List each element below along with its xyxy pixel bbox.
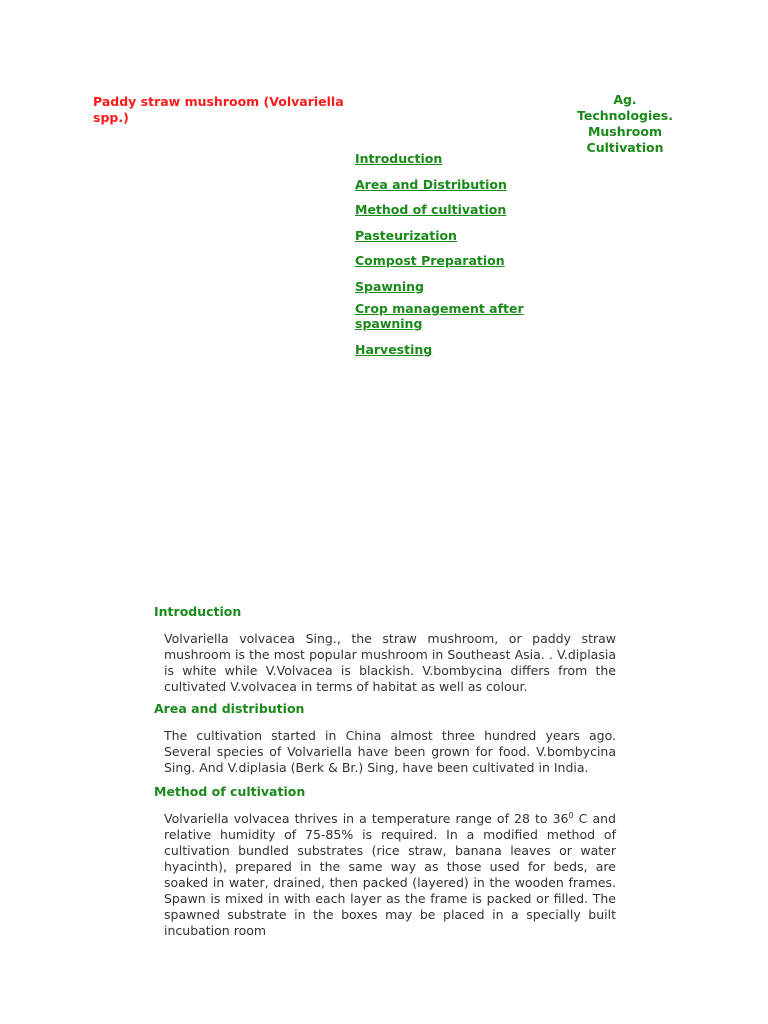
toc-item	[355, 199, 535, 218]
table-of-contents	[355, 148, 535, 364]
toc-item	[355, 225, 535, 244]
header-category	[565, 92, 685, 156]
section-heading: Area and distribution	[154, 701, 305, 716]
paragraph-text: C and relative humidity of 75-85% is required. In a modified method of cultivation bundled substrates (rice straw, banana leaves or water hyacinth), prepared in the same way as those used for beds, are soaked in water, drained, then packed (layered) in the wooden frames. Spawn is mixed in with each layer as the frame is packed or filled. The spawned substrate in the boxes may be placed in a specially built incubation room	[164, 811, 616, 938]
toc-item	[355, 301, 535, 332]
section-paragraph: The cultivation started in China almost three hundred years ago. Several species of Volvariella have been grown for food. V.bombycina Sing. And V.diplasia (Berk & Br.) Sing, have been cultivated in India.	[164, 728, 616, 775]
paragraph-text: Volvariella volvacea thrives in a temperature range of 28 to 36	[164, 811, 569, 826]
section-area-and-distribution	[154, 701, 616, 776]
toc-item	[355, 276, 535, 295]
section-paragraph: Volvariella volvacea Sing., the straw mushroom, or paddy straw mushroom is the most popular mushroom in Southeast Asia. . V.diplasia is white while V.Volvacea is blackish. V.bombycina differs from the cultivated V.volvacea in terms of habitat as well as colour.	[164, 631, 616, 694]
toc-link-pasteurization[interactable]: Pasteurization	[355, 227, 457, 243]
degree-superscript: 0	[568, 810, 574, 820]
document-title: Paddy straw mushroom (Volvariella spp.)	[93, 94, 344, 125]
toc-item	[355, 174, 535, 193]
header-category-line: Mushroom	[587, 124, 663, 139]
toc-link-compost-preparation[interactable]: Compost Preparation	[355, 253, 505, 268]
toc-link-introduction[interactable]: Introduction	[355, 151, 443, 166]
header-category-line: Cultivation	[586, 140, 664, 155]
toc-link-area-and-distribution[interactable]: Area and Distribution	[355, 176, 507, 192]
toc-link-method-of-cultivation[interactable]: Method of cultivation	[355, 202, 507, 217]
section-method-of-cultivation	[154, 784, 616, 939]
header-category-line: Ag.	[613, 92, 637, 107]
toc-item	[355, 250, 535, 269]
toc-item	[355, 339, 535, 358]
section-heading: Method of cultivation	[154, 784, 306, 799]
section-paragraph	[164, 811, 616, 939]
toc-link-spawning[interactable]: Spawning	[355, 278, 424, 294]
toc-link-harvesting[interactable]: Harvesting	[355, 341, 433, 357]
header-category-line: Technologies.	[577, 108, 673, 123]
section-heading: Introduction	[154, 604, 242, 619]
toc-item	[355, 148, 535, 167]
toc-link-crop-management[interactable]: Crop management after spawning	[355, 301, 524, 331]
section-introduction	[154, 604, 616, 695]
